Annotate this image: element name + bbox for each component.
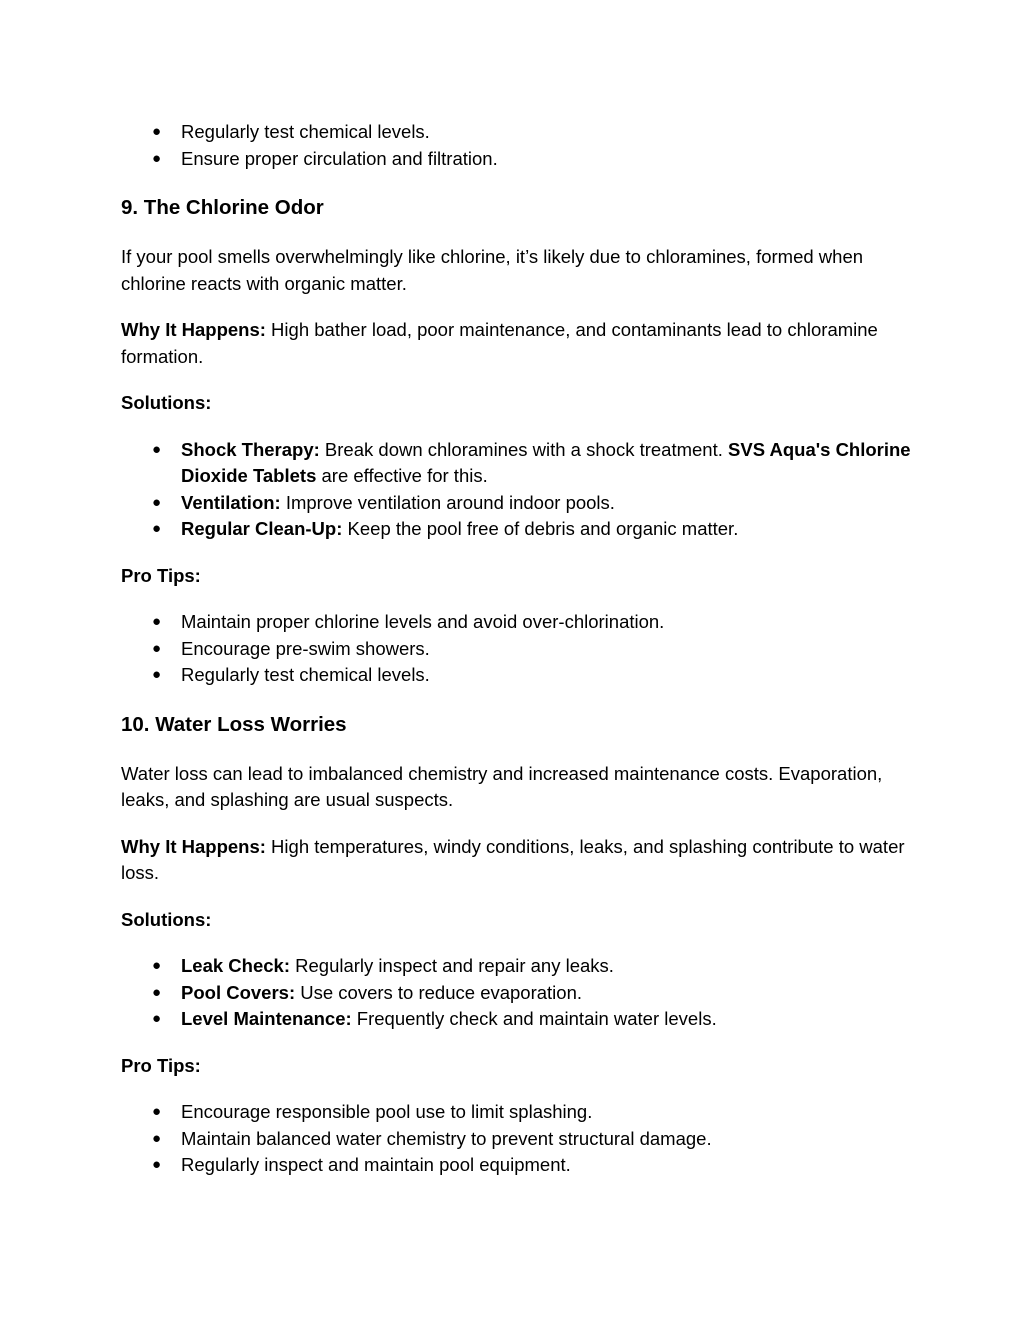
list-item: ● Encourage pre-swim showers. (121, 636, 911, 663)
bullet-icon: ● (152, 1156, 162, 1173)
bullet-icon: ● (152, 493, 162, 511)
section-10-solutions-label: Solutions: (121, 908, 212, 930)
section-10-why (121, 834, 911, 887)
list-item: ● Regularly test chemical levels. (121, 662, 911, 689)
why-label: Why It Happens: (121, 319, 266, 340)
why-text: High temperatures, windy conditions, leaks, and splashing contribute to water loss. (121, 835, 905, 883)
bullet-icon: ● (152, 613, 162, 630)
bullet-icon: ● (152, 639, 162, 657)
list-item: ● Leak Check: Regularly inspect and repair any leaks. (121, 953, 911, 980)
list-item: ● Level Maintenance: Frequently check and maintain water levels. (121, 1006, 911, 1033)
bullet-icon: ● (152, 1129, 162, 1147)
section-10-protips-list (121, 1099, 911, 1179)
section-9-solutions-list (121, 437, 911, 543)
why-text: High bather load, poor maintenance, and contaminants lead to chloramine formation. (121, 319, 878, 367)
section-9-why (121, 317, 911, 370)
section-9-solutions-label: Solutions: (121, 392, 212, 413)
section-10-solutions-list (121, 953, 911, 1033)
bullet-icon: ● (152, 1010, 162, 1027)
section-9-protips-list (121, 609, 911, 689)
bullet-icon: ● (152, 957, 162, 974)
section-10-intro: Water loss can lead to imbalanced chemistry and increased maintenance costs. Evaporation, leaks, and splashing are usual suspects. (121, 762, 883, 810)
list-item: ● Shock Therapy: Break down chloramines with a shock treatment. SVS Aqua's Chlorine Dioxide Tablets are effective for this. (152, 438, 911, 486)
section-9-heading: 9. The Chlorine Odor (121, 196, 324, 219)
section-10-heading: 10. Water Loss Worries (121, 712, 347, 736)
bullet-icon: ● (152, 983, 162, 1001)
list-item: ● Pool Covers: Use covers to reduce evaporation. (121, 980, 911, 1007)
bullet-icon: ● (152, 440, 162, 458)
section-10-protips-label: Pro Tips: (121, 1054, 201, 1076)
list-item: ● Ventilation: Improve ventilation around indoor pools. (121, 490, 911, 517)
bullet-icon: ● (152, 123, 162, 140)
bullet-icon: ● (152, 149, 162, 167)
list-item: ● Regularly inspect and maintain pool equipment. (121, 1152, 911, 1179)
bullet-icon: ● (152, 1103, 162, 1120)
section-9-protips-label: Pro Tips: (121, 564, 201, 586)
list-item: ● Maintain balanced water chemistry to prevent structural damage. (121, 1126, 911, 1153)
list-item: ● Regularly test chemical levels. (121, 119, 911, 146)
why-label: Why It Happens: (121, 835, 266, 857)
list-item: ● Ensure proper circulation and filtration. (121, 146, 911, 173)
list-item: ● Encourage responsible pool use to limit splashing. (121, 1099, 911, 1126)
list-item: ● Maintain proper chlorine levels and avoid over-chlorination. (121, 609, 911, 636)
section-9-intro: If your pool smells overwhelmingly like chlorine, it’s likely due to chloramines, formed when chlorine reacts with organic matter. (121, 246, 864, 294)
intro-bullet-list (121, 119, 911, 172)
bullet-icon: ● (152, 666, 162, 683)
document-body (121, 119, 911, 1179)
bullet-icon: ● (152, 520, 162, 537)
list-item: ● Regular Clean-Up: Keep the pool free of debris and organic matter. (121, 516, 911, 543)
